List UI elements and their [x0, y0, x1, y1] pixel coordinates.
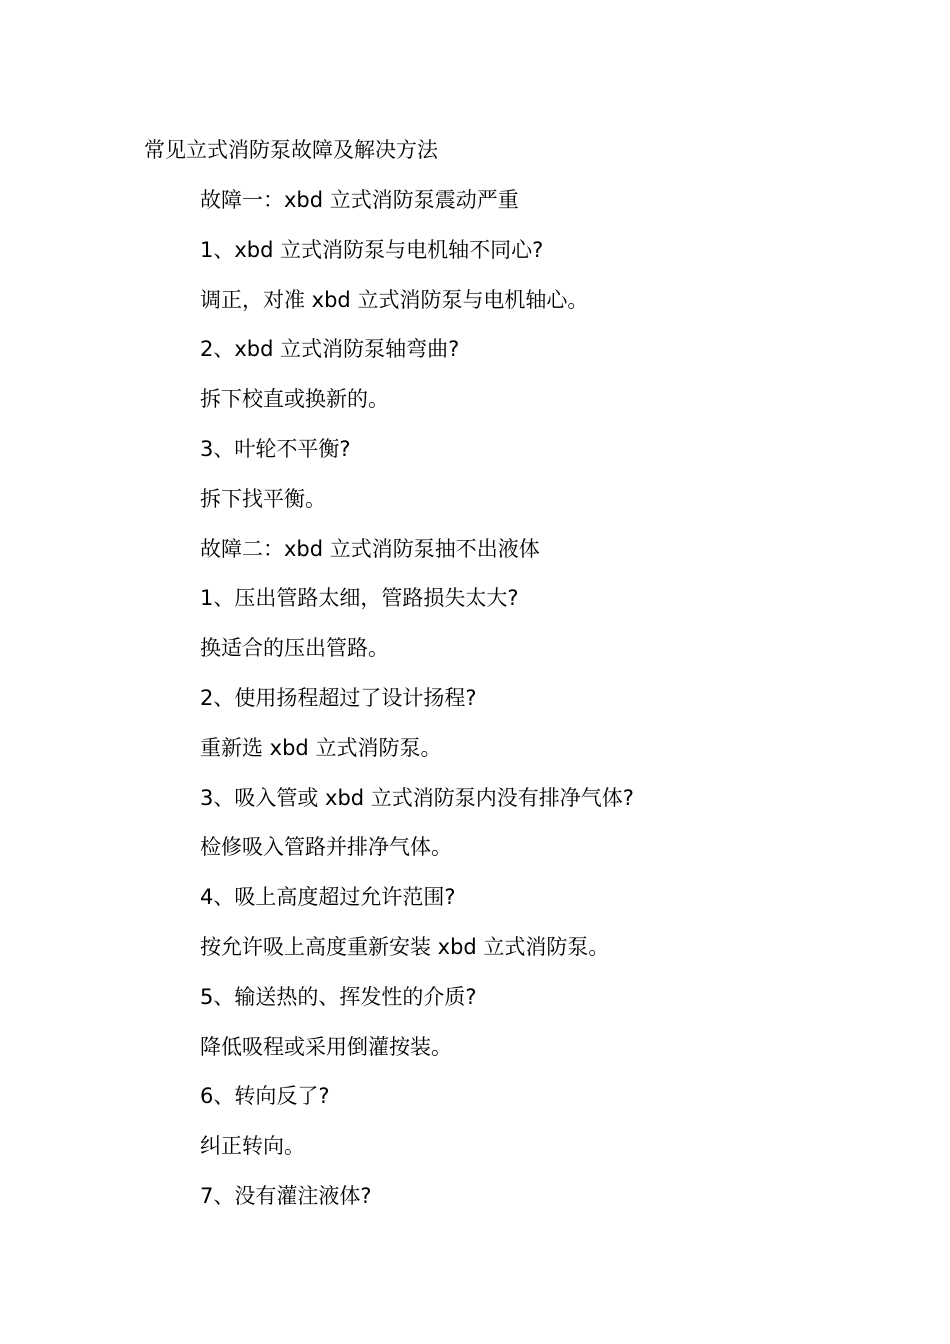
cause-item: 2、使用扬程超过了设计扬程? — [200, 685, 477, 710]
fault-heading: 故障一：xbd 立式消防泵震动严重 — [200, 188, 519, 212]
solution-item: 换适合的压出管路。 — [200, 636, 389, 661]
cause-item: 2、xbd 立式消防泵轴弯曲? — [200, 337, 460, 362]
solution-item: 重新选 xbd 立式消防泵。 — [200, 735, 442, 760]
solution-item: 拆下校直或换新的。 — [200, 387, 389, 412]
solution-item: 纠正转向。 — [200, 1134, 305, 1159]
document-body — [200, 186, 634, 1232]
cause-item: 1、xbd 立式消防泵与电机轴不同心? — [200, 237, 544, 262]
cause-item: 5、输送热的、挥发性的介质? — [200, 984, 477, 1009]
solution-item: 检修吸入管路并排净气体。 — [200, 835, 452, 860]
fault-heading: 故障二：xbd 立式消防泵抽不出液体 — [200, 536, 540, 561]
cause-item: 7、没有灌注液体? — [200, 1183, 372, 1208]
solution-item: 拆下找平衡。 — [200, 486, 326, 511]
cause-item: 3、吸入管或 xbd 立式消防泵内没有排净气体? — [200, 785, 634, 810]
cause-item: 6、转向反了? — [200, 1084, 330, 1109]
cause-item: 4、吸上高度超过允许范围? — [200, 885, 456, 910]
solution-item: 按允许吸上高度重新安装 xbd 立式消防泵。 — [200, 934, 610, 959]
document-title: 常见立式消防泵故障及解决方法 — [144, 138, 438, 162]
cause-item: 3、叶轮不平衡? — [200, 436, 351, 461]
cause-item: 1、压出管路太细，管路损失太大? — [200, 586, 519, 611]
solution-item: 调正，对准 xbd 立式消防泵与电机轴心。 — [200, 287, 589, 312]
solution-item: 降低吸程或采用倒灌按装。 — [200, 1034, 452, 1059]
